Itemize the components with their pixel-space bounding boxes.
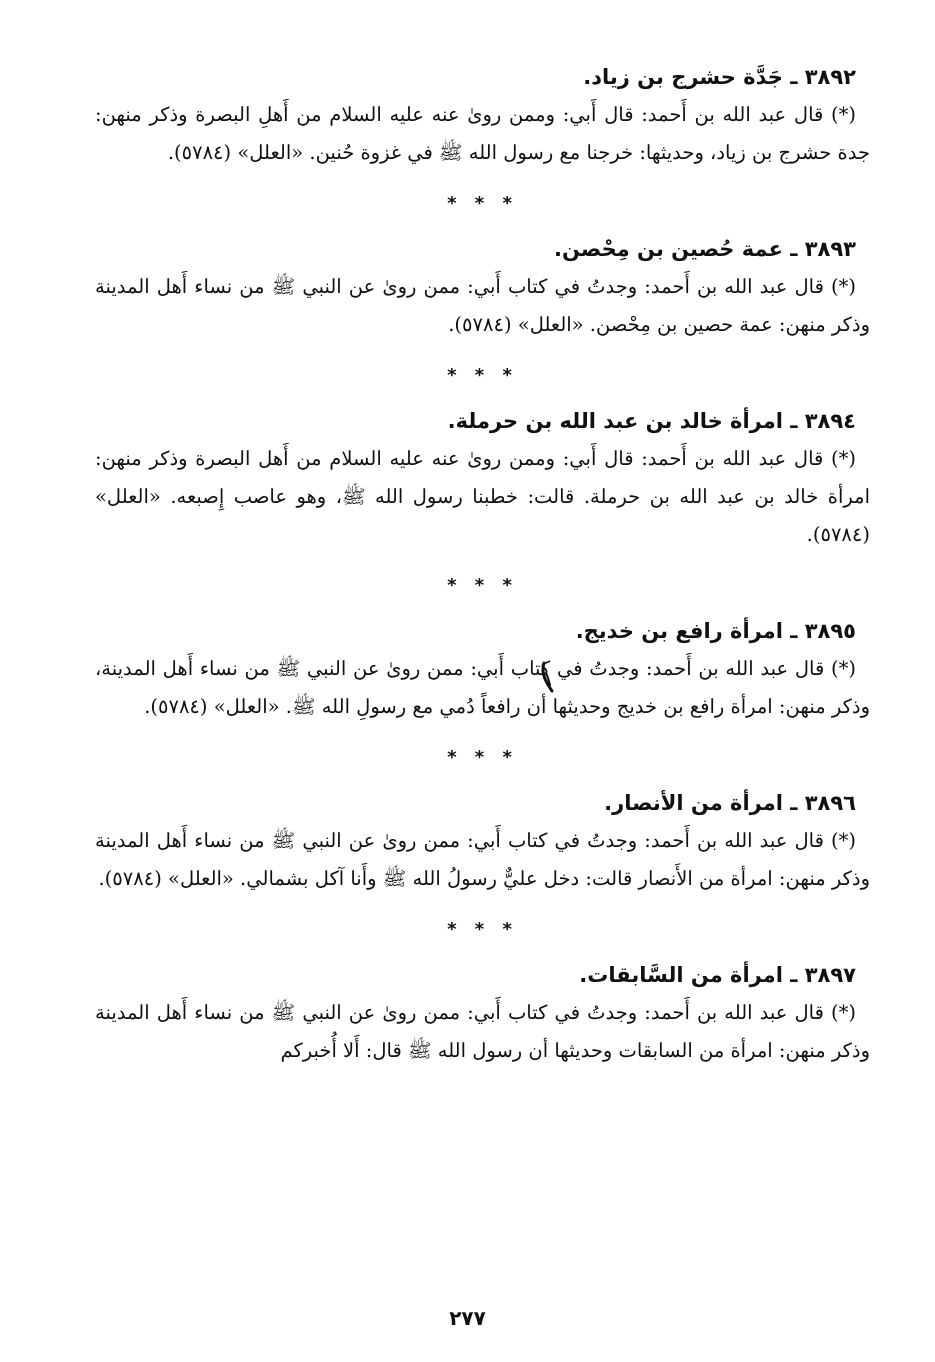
section-separator: * * * bbox=[447, 919, 518, 940]
entry-3893 bbox=[95, 234, 870, 344]
entry-text: (*) قال عبد الله بن أَحمد: وجدتُ في كتاب أَبي: ممن روىٰ عن النبي ﷺ من نساء أَهل المدينة، وذكر منهن: امرأة رافع بن خديج وحديثها أن رافعاً دُمي مع رسولِ الله ﷺ. «العلل» (٥٧٨٤). bbox=[95, 657, 870, 718]
entry-3896 bbox=[95, 788, 870, 898]
entry-text: (*) قال عبد الله بن أَحمد: قال أَبي: وممن روىٰ عنه عليه السلام من أَهل البصرة وذكر منهن: امرأة خالد بن عبد الله بن حرملة. قالت: خطبنا رسول الله ﷺ، وهو عاصب إِصبعه. «العلل» (٥٧٨٤). bbox=[95, 447, 870, 546]
entry-heading: ٣٨٩٦ ـ امرأة من الأنصار. bbox=[604, 791, 856, 815]
entry-heading: ٣٨٩٧ ـ امرأة من السَّابقات. bbox=[579, 963, 856, 987]
section-separator: * * * bbox=[447, 365, 518, 386]
entry-heading: ٣٨٩٥ ـ امرأة رافع بن خديج. bbox=[575, 619, 856, 643]
entry-text: (*) قال عبد الله بن أَحمد: وجدتُ في كتاب أَبي: ممن روىٰ عن النبي ﷺ من نساء أَهل المدينة وذكر منهن: عمة حصين بن مِحْصن. «العلل» (٥٧٨٤). bbox=[95, 275, 870, 336]
entry-3895 bbox=[95, 616, 870, 726]
entry-text: (*) قال عبد الله بن أَحمد: وجدتُ في كتاب أَبي: ممن روىٰ عن النبي ﷺ من نساء أَهل المدينة وذكر منهن: امرأة من السابقات وحديثها أن رسول الله ﷺ قال: أَلا أُخبركم bbox=[95, 1001, 870, 1062]
section-separator: * * * bbox=[447, 575, 518, 596]
entry-3897 bbox=[95, 960, 870, 1070]
page-body bbox=[95, 62, 870, 1070]
entry-heading: ٣٨٩٢ ـ جَدَّة حشرج بن زياد. bbox=[583, 65, 856, 89]
section-separator: * * * bbox=[447, 747, 518, 768]
page-number: ٢٧٧ bbox=[449, 1306, 486, 1330]
entry-heading: ٣٨٩٤ ـ امرأة خالد بن عبد الله بن حرملة. bbox=[447, 409, 856, 433]
entry-3894 bbox=[95, 406, 870, 554]
margin-pen-mark bbox=[540, 661, 554, 693]
entry-heading: ٣٨٩٣ ـ عمة حُصين بن مِحْصن. bbox=[554, 237, 856, 261]
entry-3892 bbox=[95, 62, 870, 172]
section-separator: * * * bbox=[447, 193, 518, 214]
entry-text: (*) قال عبد الله بن أَحمد: وجدتُ في كتاب أَبي: ممن روىٰ عن النبي ﷺ من نساء أَهل المدينة وذكر منهن: امرأة من الأَنصار قالت: دخل عليٌّ رسولُ الله ﷺ وأَنا آكل بشمالي. «العلل» (٥٧٨٤). bbox=[95, 829, 870, 890]
entry-text: (*) قال عبد الله بن أَحمد: قال أَبي: وممن روىٰ عنه عليه السلام من أَهلِ البصرة وذكر منهن: جدة حشرج بن زياد، وحديثها: خرجنا مع رسول الله ﷺ في غزوة حُنين. «العلل» (٥٧٨٤). bbox=[95, 103, 870, 164]
